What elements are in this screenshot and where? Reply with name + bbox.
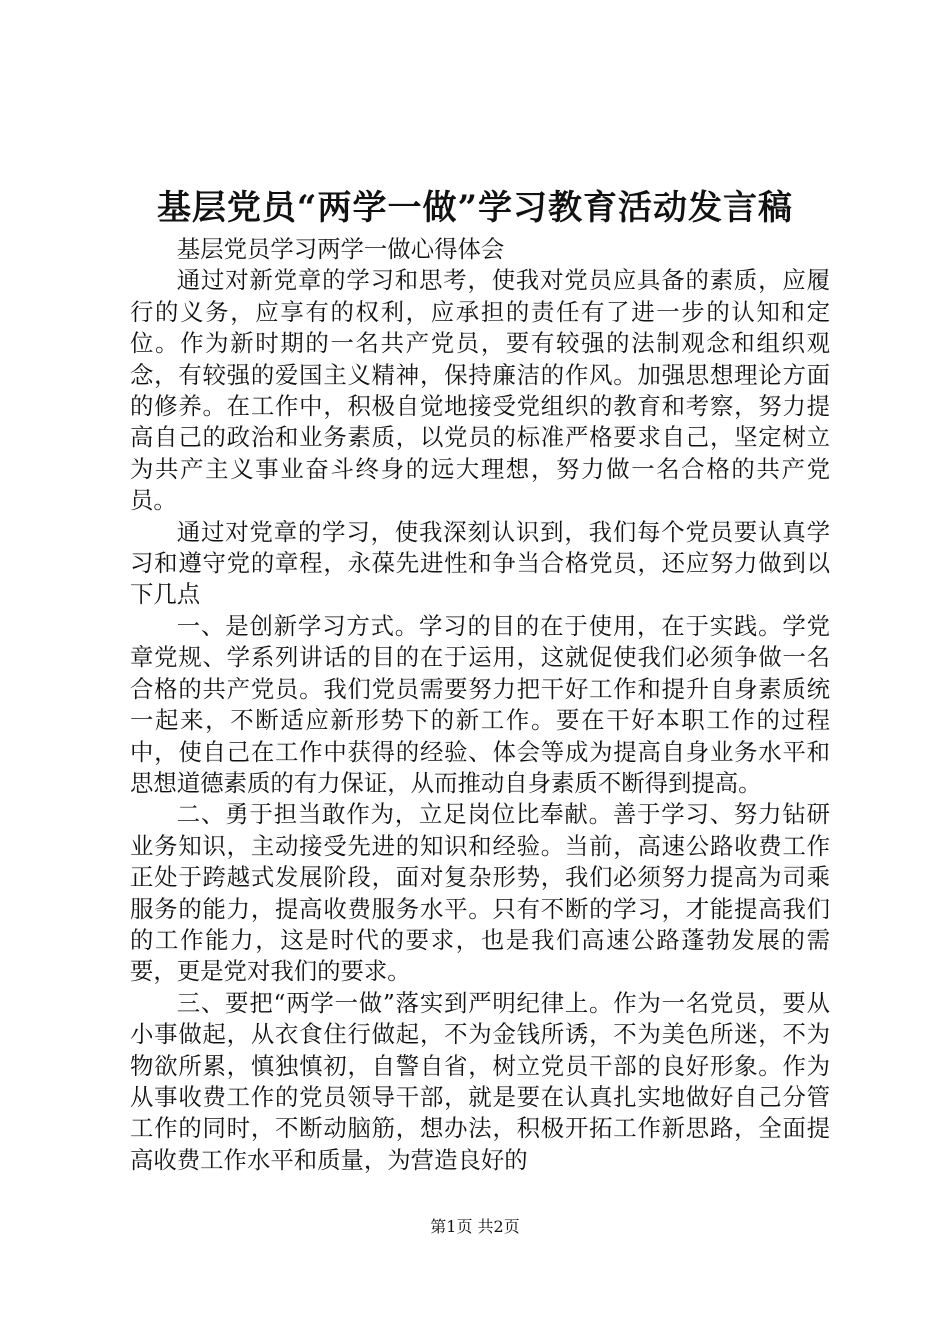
- page-footer: 第1页 共2页: [430, 1217, 520, 1236]
- document-title: 基层党员“两学一做”学习教育活动发言稿: [156, 188, 794, 228]
- subtitle-paragraph: 基层党员学习两学一做心得体会: [176, 235, 505, 263]
- body-paragraph: 二、勇于担当敢作为，立足岗位比奉献。善于学习、努力钻研业务知识，主动接受先进的知识和经验。当前，高速公路收费工作正处于跨越式发展阶段，面对复杂形势，我们必须努力提高为司乘服务的能力，提高收费服务水平。只有不断的学习，才能提高我们的工作能力，这是时代的要求，也是我们高速公路蓬勃发展的需要，更是党对我们的要求。: [130, 800, 830, 986]
- body-paragraph: 通过对新党章的学习和思考，使我对党员应具备的素质，应履行的义务，应享有的权利，应承担的责任有了进一步的认知和定位。作为新时期的一名共产党员，要有较强的法制观念和组织观念，有较强的爱国主义精神，保持廉洁的作风。加强思想理论方面的修养。在工作中，积极自觉地接受党组织的教育和考察，努力提高自己的政治和业务素质，以党员的标准严格要求自己，坚定树立为共产主义事业奋斗终身的远大理想，努力做一名合格的共产党员。: [130, 266, 830, 515]
- body-paragraph: 通过对党章的学习，使我深刻认识到，我们每个党员要认真学习和遵守党的章程，永葆先进性和争当合格党员，还应努力做到以下几点: [130, 517, 830, 609]
- document-body: [130, 234, 830, 1176]
- body-paragraph: 三、要把“两学一做”落实到严明纪律上。作为一名党员，要从小事做起，从衣食住行做起，不为金钱所诱，不为美色所迷，不为物欲所累，慎独慎初，自警自省，树立党员干部的良好形象。作为从事收费工作的党员领导干部，就是要在认真扎实地做好自己分管工作的同时，不断动脑筋，想办法，积极开拓工作新思路，全面提高收费工作水平和质量，为营造良好的: [130, 988, 830, 1174]
- body-paragraph: 一、是创新学习方式。学习的目的在于使用，在于实践。学党章党规、学系列讲话的目的在于运用，这就促使我们必须争做一名合格的共产党员。我们党员需要努力把干好工作和提升自身素质统一起来，不断适应新形势下的新工作。要在干好本职工作的过程中，使自己在工作中获得的经验、体会等成为提高自身业务水平和思想道德素质的有力保证，从而推动自身素质不断得到提高。: [130, 611, 830, 797]
